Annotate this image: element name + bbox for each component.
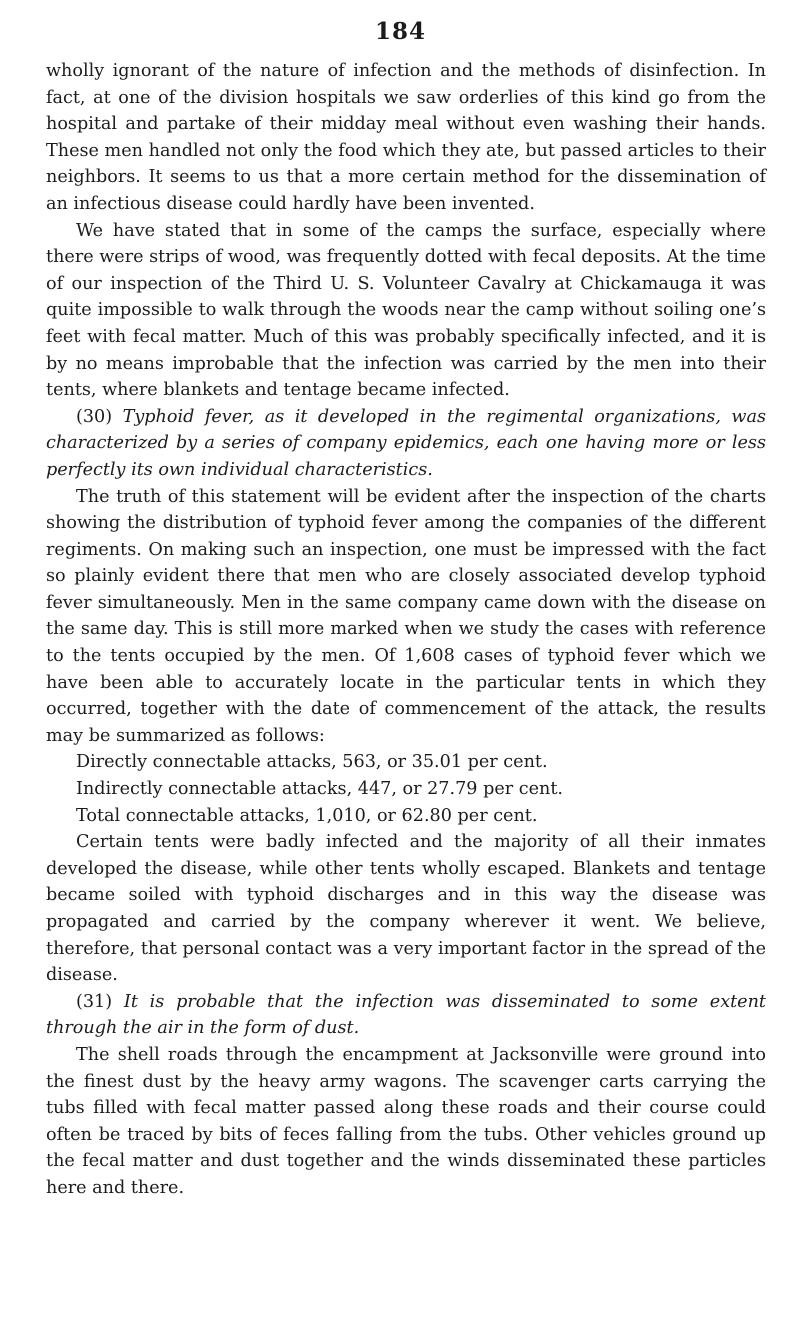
paragraph-dust: The shell roads through the encampment at Jacksonville were ground into the finest dust by the heavy army wagons. The scavenger carts carrying the tubs filled with fecal matter passed along these roads and their course could often be traced by bits of feces falling from the tubs. Other vehicles ground up the fecal matter and dust together and the winds disseminated these particles here and there.: [46, 1044, 766, 1198]
paragraph-personal-contact: Certain tents were badly infected and the majority of all their inmates developed the disease, while other tents wholly escaped. Blankets and tentage became soiled with typhoid discharges and in this way the disease was propagated and carried by the company wherever it went. We believe, therefore, that personal contact was a very important factor in the spread of the disease.: [46, 832, 766, 986]
body-text: [46, 58, 766, 1202]
stat-total: Total connectable attacks, 1,010, or 62.80 per cent.: [76, 805, 538, 826]
conclusion-30-number: (30): [76, 406, 113, 427]
conclusion-31-text: It is probable that the infection was disseminated to some extent through the air in the form of dust.: [46, 991, 766, 1039]
paragraph-disinfection: wholly ignorant of the nature of infection and the methods of disinfection. In fact, at one of the division hospitals we saw orderlies of this kind go from the hospital and partake of their midday meal without even washing their hands. These men handled not only the food which they ate, but passed articles to their neighbors. It seems to us that a more certain method for the dissemination of an infectious disease could hardly have been invented.: [46, 61, 766, 214]
conclusion-30: [46, 404, 766, 484]
conclusion-31-number: (31): [76, 991, 113, 1012]
page-number: 184: [374, 18, 426, 45]
paragraph-fecal-deposits: We have stated that in some of the camps the surface, especially where there were strips of wood, was frequently dotted with fecal deposits. At the time of our inspection of the Third U. S. Volunteer Cavalry at Chickamauga it was quite impossible to walk through the woods near the camp without soiling one’s feet with fecal matter. Much of this was probably specifically infected, and it is by no means improbable that the infection was carried by the men into their tents, where blankets and tentage became infected.: [46, 220, 766, 401]
conclusion-30-text: Typhoid fever, as it developed in the regimental organizations, was characterized by a series of company epidemics, each one having more or less perfectly its own individual characteristics.: [46, 406, 766, 480]
conclusion-31: [46, 989, 766, 1042]
paragraph-company-epidemics: The truth of this statement will be evident after the inspection of the charts showing the distribution of typhoid fever among the companies of the different regiments. On making such an inspection, one must be impressed with the fact so plainly evident there that men who are closely associated develop typhoid fever simultaneously. Men in the same company came down with the disease on the same day. This is still more marked when we study the cases with reference to the tents occupied by the men. Of 1,608 cases of typhoid fever which we have been able to accurately locate in the particular tents in which they occurred, together with the date of commencement of the attack, the results may be summarized as follows:: [46, 486, 766, 746]
stat-direct: Directly connectable attacks, 563, or 35.01 per cent.: [76, 752, 548, 773]
stat-indirect: Indirectly connectable attacks, 447, or 27.79 per cent.: [76, 779, 564, 800]
